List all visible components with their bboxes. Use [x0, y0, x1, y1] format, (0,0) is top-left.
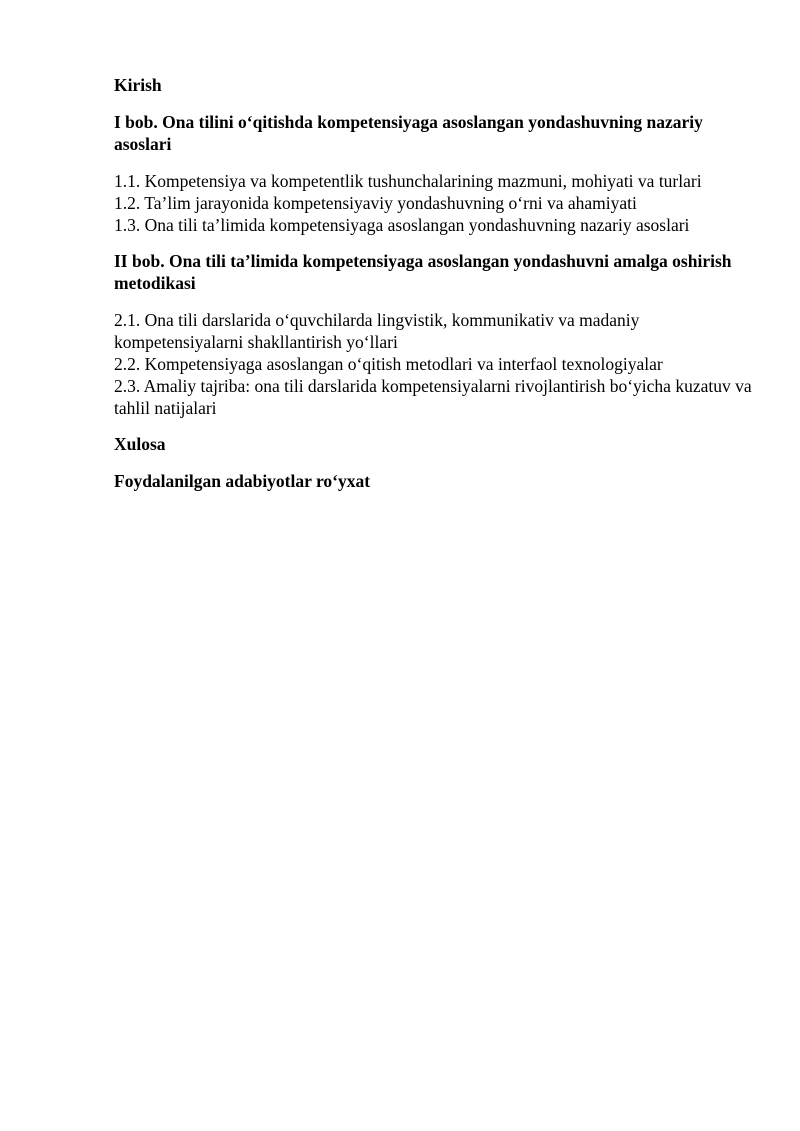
conclusion-heading: Xulosa — [114, 434, 166, 454]
section-2-3: 2.3. Amaliy tajriba: ona tili darslarida kompetensiyalarni rivojlantirish bo‘yicha kuzatuv va tahlil natijalari — [114, 376, 752, 418]
section-1-1: 1.1. Kompetensiya va kompetentlik tushunchalarining mazmuni, mohiyati va turlari — [114, 171, 702, 191]
chapter-2-title: II bob. Ona tili ta’limida kompetensiyaga asoslangan yondashuvni amalga oshirish metodikasi — [114, 251, 732, 293]
section-1-3: 1.3. Ona tili ta’limida kompetensiyaga asoslangan yondashuvning nazariy asoslari — [114, 215, 690, 235]
chapter-1-title: I bob. Ona tilini o‘qitishda kompetensiyaga asoslangan yondashuvning nazariy asoslari — [114, 112, 703, 154]
references-heading: Foydalanilgan adabiyotlar ro‘yxat — [114, 471, 371, 491]
section-2-1: 2.1. Ona tili darslarida o‘quvchilarda lingvistik, kommunikativ va madaniy kompetensiyalarni shakllantirish yo‘llari — [114, 310, 640, 352]
section-1-2: 1.2. Ta’lim jarayonida kompetensiyaviy yondashuvning o‘rni va ahamiyati — [114, 193, 637, 213]
section-2-2: 2.2. Kompetensiyaga asoslangan o‘qitish metodlari va interfaol texnologiyalar — [114, 354, 663, 374]
table-of-contents — [114, 74, 754, 492]
intro-heading: Kirish — [114, 75, 162, 95]
